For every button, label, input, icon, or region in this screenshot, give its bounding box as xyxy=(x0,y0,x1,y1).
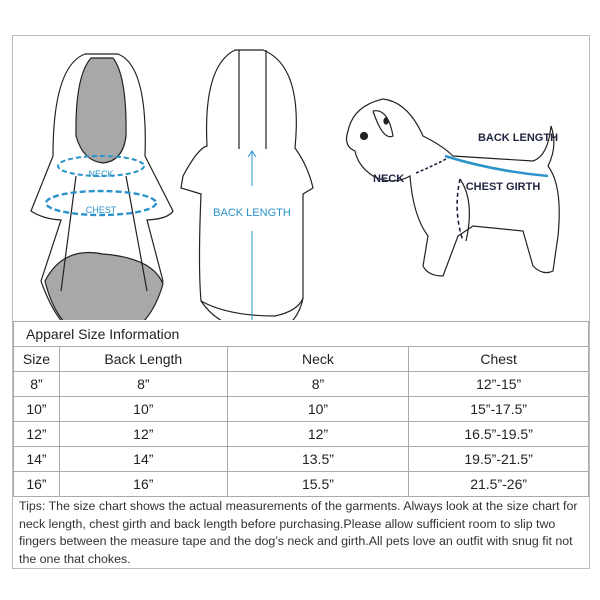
cell: 10” xyxy=(227,397,409,422)
cell: 14” xyxy=(14,447,60,472)
cell: 19.5”-21.5” xyxy=(409,447,589,472)
cell: 21.5”-26” xyxy=(409,472,589,497)
measurement-illustrations xyxy=(13,36,589,320)
cell: 16” xyxy=(59,472,227,497)
front-chest-label: CHEST xyxy=(85,205,117,215)
cell: 8” xyxy=(59,372,227,397)
table-row xyxy=(14,422,589,447)
size-table xyxy=(13,321,589,497)
cell: 15”-17.5” xyxy=(409,397,589,422)
table-header-row xyxy=(14,347,589,372)
dog-chest-girth-label: CHEST GIRTH xyxy=(465,181,541,193)
dog-back-length-label: BACK LENGTH xyxy=(477,132,559,144)
cell: 14” xyxy=(59,447,227,472)
cell: 10” xyxy=(59,397,227,422)
hoodie-back-illustration xyxy=(181,50,313,320)
cell: 15.5” xyxy=(227,472,409,497)
table-row xyxy=(14,447,589,472)
cell: 12”-15” xyxy=(409,372,589,397)
cell: 8” xyxy=(227,372,409,397)
cell: 12” xyxy=(227,422,409,447)
cell: 12” xyxy=(59,422,227,447)
dog-neck-label: NECK xyxy=(373,173,405,185)
hoodie-front-illustration xyxy=(31,54,173,320)
header-back-length: Back Length xyxy=(59,347,227,372)
cell: 10” xyxy=(14,397,60,422)
tips-text: Tips: The size chart shows the actual measurements of the garments. Always look at the size chart for neck length, chest girth and back length before purchasing.Please allow sufficient room to slip two fingers between the measure tape and the dog’s neck and girth.All pets love an outfit with snug fit not the one that chokes. xyxy=(19,499,578,566)
cell: 8” xyxy=(14,372,60,397)
back-length-label: BACK LENGTH xyxy=(213,207,291,219)
cell: 12” xyxy=(14,422,60,447)
front-neck-label: NECK xyxy=(88,169,114,179)
table-row xyxy=(14,472,589,497)
cell: 16.5”-19.5” xyxy=(409,422,589,447)
cell: 13.5” xyxy=(227,447,409,472)
header-neck: Neck xyxy=(227,347,409,372)
table-row xyxy=(14,397,589,422)
size-chart xyxy=(12,35,590,569)
cell: 16” xyxy=(14,472,60,497)
header-chest: Chest xyxy=(409,347,589,372)
header-size: Size xyxy=(14,347,60,372)
table-title: Apparel Size Information xyxy=(14,322,589,347)
table-row xyxy=(14,372,589,397)
